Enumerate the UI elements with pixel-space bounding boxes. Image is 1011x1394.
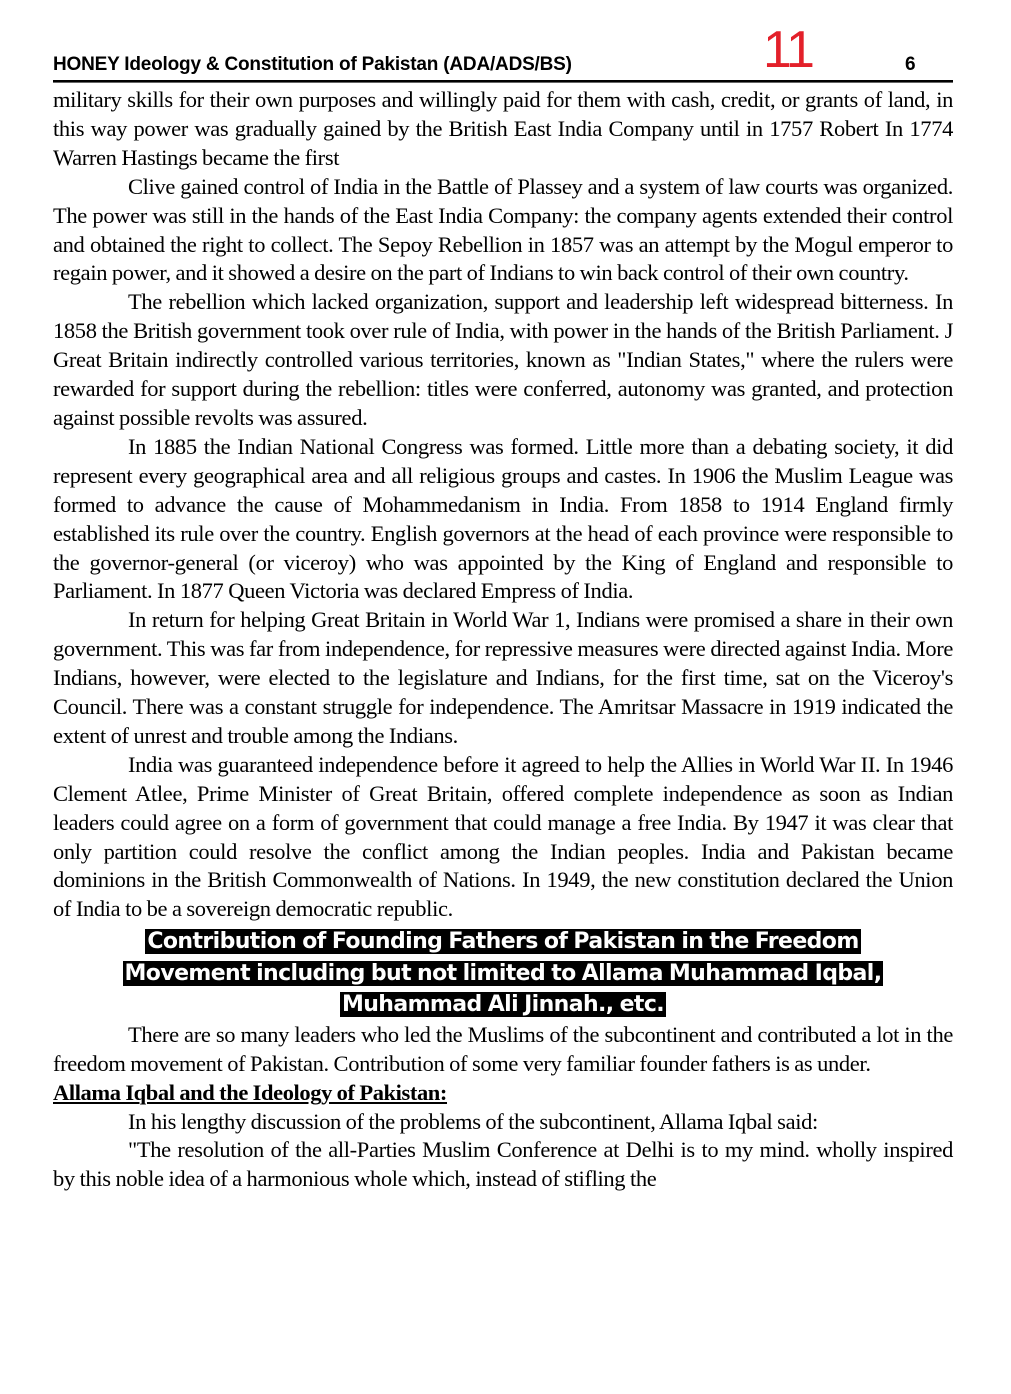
section-heading-line: Muhammad Ali Jinnah., etc. (341, 992, 665, 1018)
paragraph: "The resolution of the all-Parties Muslim Conference at Delhi is to my mind. wholly inspired by this noble idea of a harmonious whole which, instead of stifling the (53, 1137, 953, 1192)
paragraph: military skills for their own purposes and willingly paid for them with cash, credit, or grants of land, in this way power was gradually gained by the British East India Company until in 1757 Robert In 1774 Warren Hastings became the first (53, 87, 953, 170)
section-heading-line: Movement including but not limited to Allama Muhammad Iqbal, (124, 960, 882, 986)
paragraph: In his lengthy discussion of the problems of the subcontinent, Allama Iqbal said: (128, 1108, 818, 1134)
page-number: 6 (905, 54, 916, 75)
document-body (53, 86, 953, 1194)
paragraph: In 1885 the Indian National Congress was formed. Little more than a debating society, it did represent every geographical area and all religious groups and castes. In 1906 the Muslim League was formed to advance the cause of Mohammedanism in India. From 1858 to 1914 England firmly established its rule over the country. English governors at the head of each province were responsible to the governor-general (or viceroy) who was appointed by the King of England and responsible to Parliament. In 1877 Queen Victoria was declared Empress of India. (53, 433, 953, 604)
paragraph: Clive gained control of India in the Battle of Plassey and a system of law courts was organized. The power was still in the hands of the East India Company: the company agents extended their control and obtained the right to collect. The Sepoy Rebellion in 1857 was an attempt by the Mogul emperor to regain power, and it showed a desire on the part of Indians to win back control of their own country. (53, 173, 953, 286)
header-rule-divider (53, 80, 953, 83)
page-header (53, 21, 953, 80)
paragraph: India was guaranteed independence before it agreed to help the Allies in World War II. In 1946 Clement Atlee, Prime Minister of Great Britain, offered complete independence as soon as Indian leaders could agree on a form of government that could manage a free India. By 1947 it was clear that only partition could resolve the conflict among the Indian peoples. India and Pakistan became dominions in the British Commonwealth of Nations. In 1949, the new constitution declared the Union of India to be a sovereign democratic republic. (53, 751, 953, 922)
header-title: HONEY Ideology & Constitution of Pakistan (ADA/ADS/BS) (53, 54, 572, 75)
paragraph: In return for helping Great Britain in World War 1, Indians were promised a share in their own government. This was far from independence, for repressive measures were directed against India. More Indians, however, were elected to the legislature and Indians, for the first time, sat on the Viceroy's Council. There was a constant struggle for independence. The Amritsar Massacre in 1919 indicated the extent of unrest and trouble among the Indians. (53, 607, 953, 748)
section-heading (53, 926, 953, 1021)
section-heading-line: Contribution of Founding Fathers of Pakistan in the Freedom (147, 929, 859, 955)
handwritten-page-annotation: 11 (763, 21, 813, 79)
paragraph: There are so many leaders who led the Muslims of the subcontinent and contributed a lot in the freedom movement of Pakistan. Contribution of some very familiar founder fathers is as under. (53, 1021, 953, 1076)
subsection-heading: Allama Iqbal and the Ideology of Pakistan: (53, 1079, 448, 1105)
paragraph: The rebellion which lacked organization, support and leadership left widespread bitterness. In 1858 the British government took over rule of India, with power in the hands of the British Parliament. J Great Britain indirectly controlled various territories, known as "Indian States," where the rulers were rewarded for support during the rebellion: titles were conferred, autonomy was granted, and protection against possible revolts was assured. (53, 289, 953, 430)
